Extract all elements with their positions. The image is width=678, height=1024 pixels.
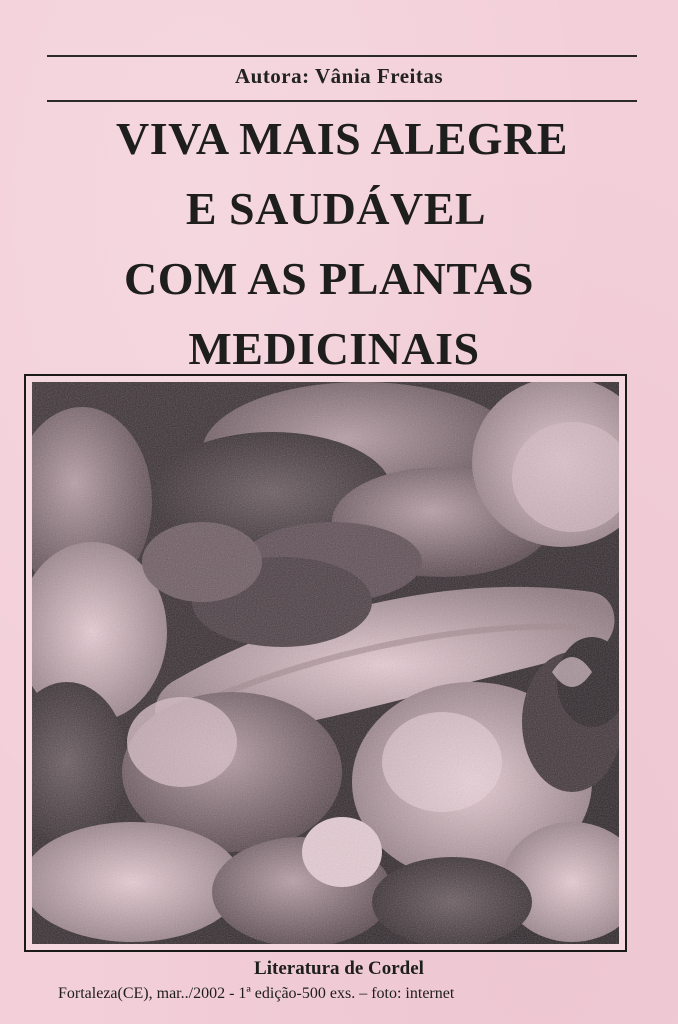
title-line-3: COM AS PLANTAS: [124, 253, 534, 304]
top-rule: [47, 55, 637, 57]
title-line-1: VIVA MAIS ALEGRE: [116, 113, 568, 164]
title-line-4: MEDICINAIS: [188, 323, 480, 374]
author-underline-rule: [47, 100, 637, 102]
publication-info: Fortaleza(CE), mar../2002 - 1ª edição-500 exs. – foto: internet: [58, 985, 455, 1002]
vegetables-photo: [32, 382, 619, 944]
title-line-2: E SAUDÁVEL: [185, 183, 487, 234]
series-label: Literatura de Cordel: [254, 958, 424, 979]
book-title: [0, 104, 678, 384]
cover-photo-frame: [24, 374, 627, 952]
vegetables-photo-image: [32, 382, 619, 944]
author-line: Autora: Vânia Freitas: [234, 64, 444, 88]
